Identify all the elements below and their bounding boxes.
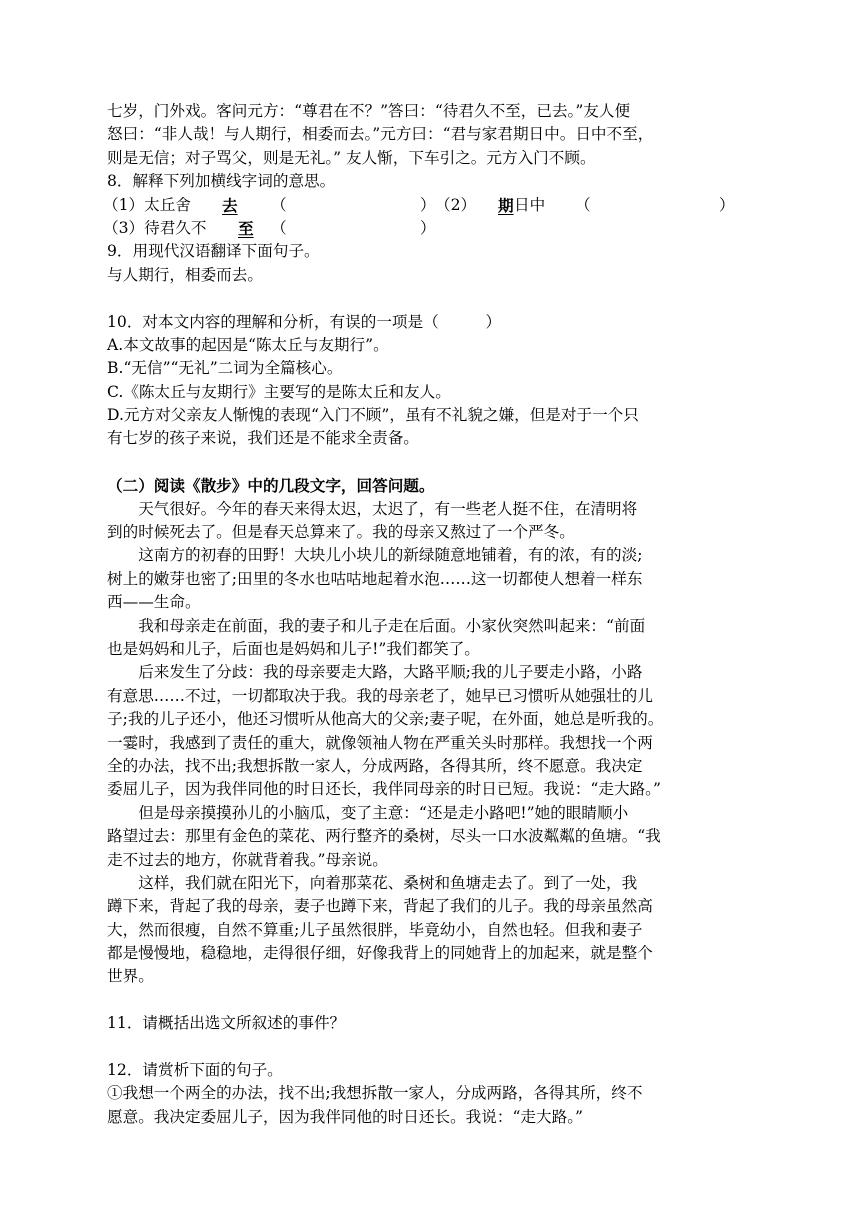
question-9-sentence: 与人期行，相委而去。 [107,265,263,284]
passage-line: 委屈儿子，因为我伴同他的时日还长，我伴同母亲的时日已短。我说：“走大路。” [107,780,661,799]
q8-item1-word: 去 [222,195,238,215]
question-9-title: 9．用现代汉语翻译下面句子。 [107,242,320,261]
passage-line: 西——生命。 [107,593,201,612]
question-12-title: 12．请赏析下面的句子。 [107,1061,283,1080]
passage-line: 后来发生了分歧：我的母亲要走大路，大路平顺;我的儿子要走小路，小路 [138,663,643,682]
passage-1 [107,100,732,170]
passage-line: 这样，我们就在阳光下，向着那菜花、桑树和鱼塘走去了。到了一处，我 [138,873,638,892]
passage-line: 大，然而很瘦，自然不算重;儿子虽然很胖，毕竟幼小，自然也轻。但我和妻子 [107,920,643,939]
passage-line: 蹲下来，背起了我的母亲，妻子也蹲下来，背起了我们的儿子。我的母亲虽然高 [107,897,653,916]
option-b: B.“无信”“无礼”二词为全篇核心。 [107,359,343,378]
spacer [107,287,732,310]
q8-item2-prefix: （2） [435,195,477,214]
spacer [107,1036,732,1059]
document-page [103,100,735,1129]
q8-item2-close: ） [719,195,735,214]
q8-item3-prefix: （3）待君久不 [103,218,207,237]
spacer [107,989,732,1012]
passage-line: 我和母亲走在前面，我的妻子和儿子走在后面。小家伙突然叫起来：“前面 [138,616,646,635]
question-8 [103,170,735,240]
passage-line: 有意思……不过，一切都取决于我。我的母亲老了，她早已习惯听从她强壮的儿 [107,686,653,705]
q8-item1-prefix: （1）太丘舍 [103,195,191,214]
q8-item2-suffix: 日中 [514,195,546,214]
question-8-row-2 [103,217,732,240]
question-11-title: 11．请概括出选文所叙述的事件？ [107,1014,346,1033]
passage-line: 子;我的儿子还小，他还习惯听从他高大的父亲;妻子呢，在外面，她总是听我的。 [107,710,664,729]
passage-line: 走不过去的地方，你就背着我。”母亲说。 [107,850,388,869]
q8-item1-close: ） [420,195,436,214]
passage-line: 怒曰：“非人哉！与人期行，相委而去。”元方曰：“君与家君期日中。日中不至， [107,125,654,144]
passage-line: 则是无信；对子骂父，则是无礼。” 友人惭，下车引之。元方入门不顾。 [107,148,596,167]
section-2-heading: （二）阅读《散步》中的几段文字，回答问题。 [107,476,435,496]
option-a: A.本文故事的起因是“陈太丘与友期行”。 [107,335,389,354]
q8-item3-close: ） [420,218,436,237]
passage-line: 路望过去：那里有金色的菜花、两行整齐的桑树，尽头一口水波粼粼的鱼塘。“我 [107,827,661,846]
passage-line: 树上的嫩芽也密了;田里的冬水也咕咕地起着水泡……这一切都使人想着一样东 [107,569,643,588]
section-2-passage [107,498,732,989]
question-12 [107,1059,732,1129]
passage-line: 一霎时，我感到了责任的重大，就像领袖人物在严重关头时那样。我想找一个两 [107,733,653,752]
spacer [107,451,732,474]
passage-line: 天气很好。今年的春天来得太迟，太迟了，有一些老人挺不住，在清明将 [138,499,638,518]
option-d-line: D.元方对父亲友人惭愧的表现“入门不顾”，虽有不礼貌之嫌，但是对于一个只 [107,406,639,425]
question-11 [107,1012,732,1035]
passage-line: 到的时候死去了。但是春天总算来了。我的母亲又熬过了一个严冬。 [107,523,575,542]
question-10-title: 10．对本文内容的理解和分析，有误的一项是（ ） [107,312,502,331]
passage-line: 但是母亲摸摸孙儿的小脑瓜，变了主意：“还是走小路吧!”她的眼睛顺小 [138,803,629,822]
passage-line: 世界。 [107,967,154,986]
passage-line: 七岁，门外戏。客问元方：“尊君在不？”答曰：“待君久不至，已去。”友人便 [107,102,631,120]
q8-item1-open: （ [271,195,287,214]
option-c: C.《陈太丘与友期行》主要写的是陈太丘和友人。 [107,382,451,401]
section-2 [107,474,732,989]
question-9 [107,240,732,287]
passage-line: 也是妈妈和儿子，后面也是妈妈和儿子!”我们都笑了。 [107,639,480,658]
question-12-line: 愿意。我决定委屈儿子，因为我伴同他的时日还长。我说：“走大路。” [107,1107,583,1126]
option-d-line: 有七岁的孩子来说，我们还是不能求全责备。 [107,429,419,448]
q8-item2-open: （ [575,195,591,214]
q8-item3-open: （ [271,218,287,237]
passage-line: 全的办法，找不出;我想拆散一家人，分成两路，各得其所，终不愿意。我决定 [107,756,643,775]
passage-line: 都是慢慢地，稳稳地，走得很仔细，好像我背上的同她背上的加起来，就是整个 [107,944,653,963]
question-8-title: 8．解释下列加横线字词的意思。 [107,172,336,191]
question-8-row-1 [103,194,735,217]
question-10 [107,311,732,451]
q8-item2-word: 期 [498,195,514,215]
question-12-line: ①我想一个两全的办法，找不出;我想拆散一家人，分成两路，各得其所，终不 [107,1084,643,1103]
q8-item3-word: 至 [238,218,254,238]
passage-line: 这南方的初春的田野！大块儿小块儿的新绿随意地铺着，有的浓，有的淡; [138,546,643,565]
